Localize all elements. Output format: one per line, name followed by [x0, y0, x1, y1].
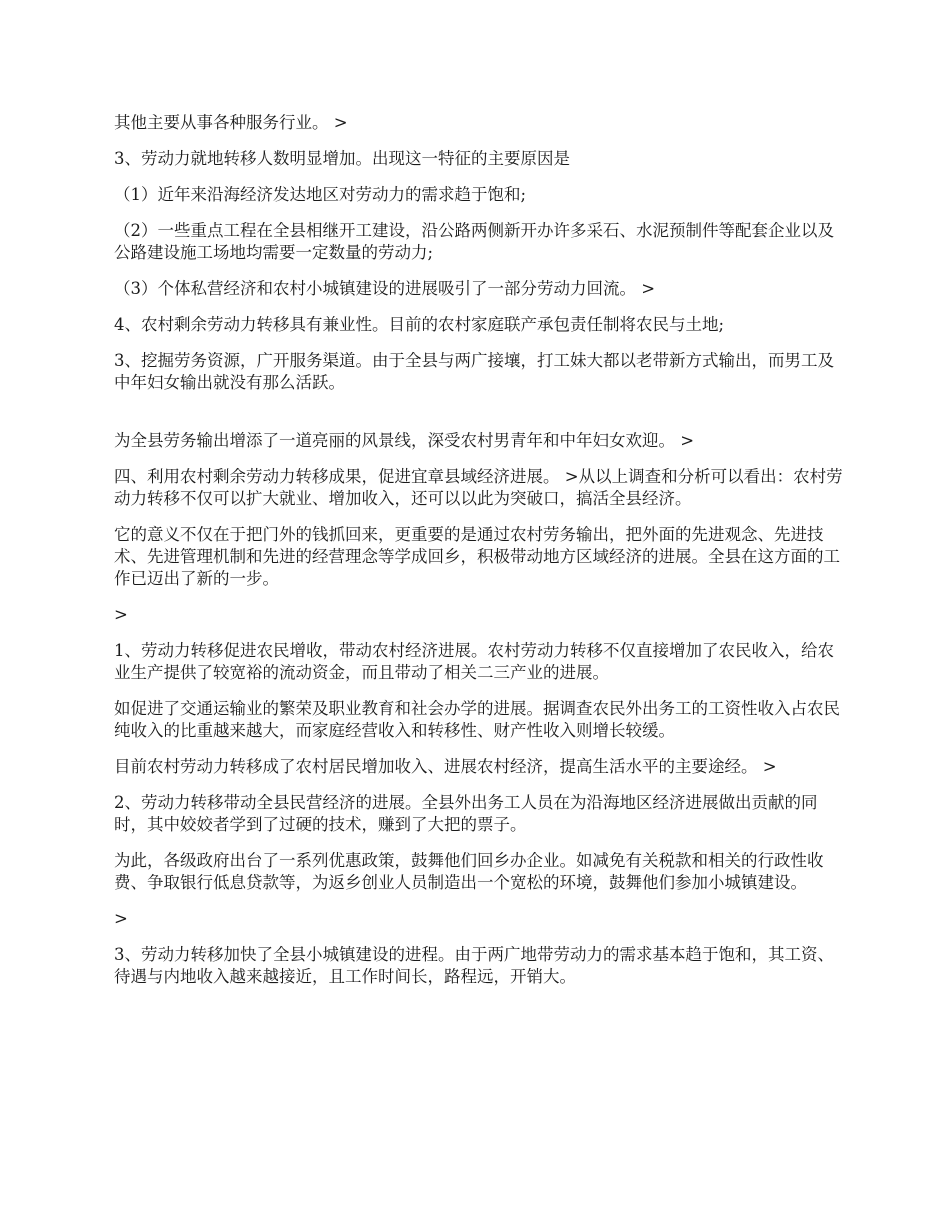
paragraph: 如促进了交通运输业的繁荣及职业教育和社会办学的进展。据调查农民外出务工的工资性收入占农民纯收入的比重越来越大，而家庭经营收入和转移性、财产性收入则增长较缓。	[114, 699, 840, 740]
document-body	[114, 112, 844, 1002]
paragraph: 3、挖掘劳务资源，广开服务渠道。由于全县与两广接壤，打工妹大都以老带新方式输出，而男工及中年妇女输出就没有那么活跃。	[114, 351, 834, 392]
paragraph: 为全县劳务输出增添了一道亮丽的风景线，深受农村男青年和中年妇女欢迎。 >	[114, 431, 695, 450]
paragraph: 四、利用农村剩余劳动力转移成果，促进宜章县域经济进展。 >从以上调查和分析可以看出：农村劳动力转移不仅可以扩大就业、增加收入，还可以以此为突破口，搞活全县经济。	[114, 467, 843, 508]
paragraph: 为此，各级政府出台了一系列优惠政策，鼓舞他们回乡办企业。如减免有关税款和相关的行政性收费、争取银行低息贷款等，为返乡创业人员制造出一个宽松的环境，鼓舞他们参加小城镇建设。	[114, 851, 824, 892]
paragraph: 3、劳动力就地转移人数明显增加。出现这一特征的主要原因是	[114, 149, 570, 168]
paragraph: 其他主要从事各种服务行业。 >	[114, 113, 348, 132]
paragraph: （3）个体私营经济和农村小城镇建设的进展吸引了一部分劳动力回流。 >	[114, 279, 656, 298]
paragraph: （2）一些重点工程在全县相继开工建设，沿公路两侧新开办许多采石、水泥预制件等配套企业以及公路建设施工场地均需要一定数量的劳动力;	[114, 221, 834, 262]
paragraph: 2、劳动力转移带动全县民营经济的进展。全县外出务工人员在为沿海地区经济进展做出贡献的同时，其中姣姣者学到了过硬的技术，赚到了大把的票子。	[114, 793, 818, 834]
paragraph: 它的意义不仅在于把门外的钱抓回来，更重要的是通过农村劳务输出，把外面的先进观念、先进技术、先进管理机制和先进的经营理念等学成回乡，积极带动地方区域经济的进展。全县在这方面的工作已迈出了新的一步。	[114, 525, 840, 588]
paragraph: 1、劳动力转移促进农民增收，带动农村经济进展。农村劳动力转移不仅直接增加了农民收入，给农业生产提供了较宽裕的流动资金，而且带动了相关二三产业的进展。	[114, 641, 834, 682]
paragraph: （1）近年来沿海经济发达地区对劳动力的需求趋于饱和;	[114, 185, 527, 204]
paragraph-marker: >	[114, 909, 128, 928]
paragraph: 4、农村剩余劳动力转移具有兼业性。目前的农村家庭联产承包责任制将农民与土地;	[114, 315, 725, 334]
paragraph-marker: >	[114, 605, 128, 624]
paragraph: 3、劳动力转移加快了全县小城镇建设的进程。由于两广地带劳动力的需求基本趋于饱和，其工资、待遇与内地收入越来越接近，且工作时间长，路程远，开销大。	[114, 945, 834, 986]
paragraph: 目前农村劳动力转移成了农村居民增加收入、进展农村经济，提高生活水平的主要途经。 >	[114, 757, 777, 776]
